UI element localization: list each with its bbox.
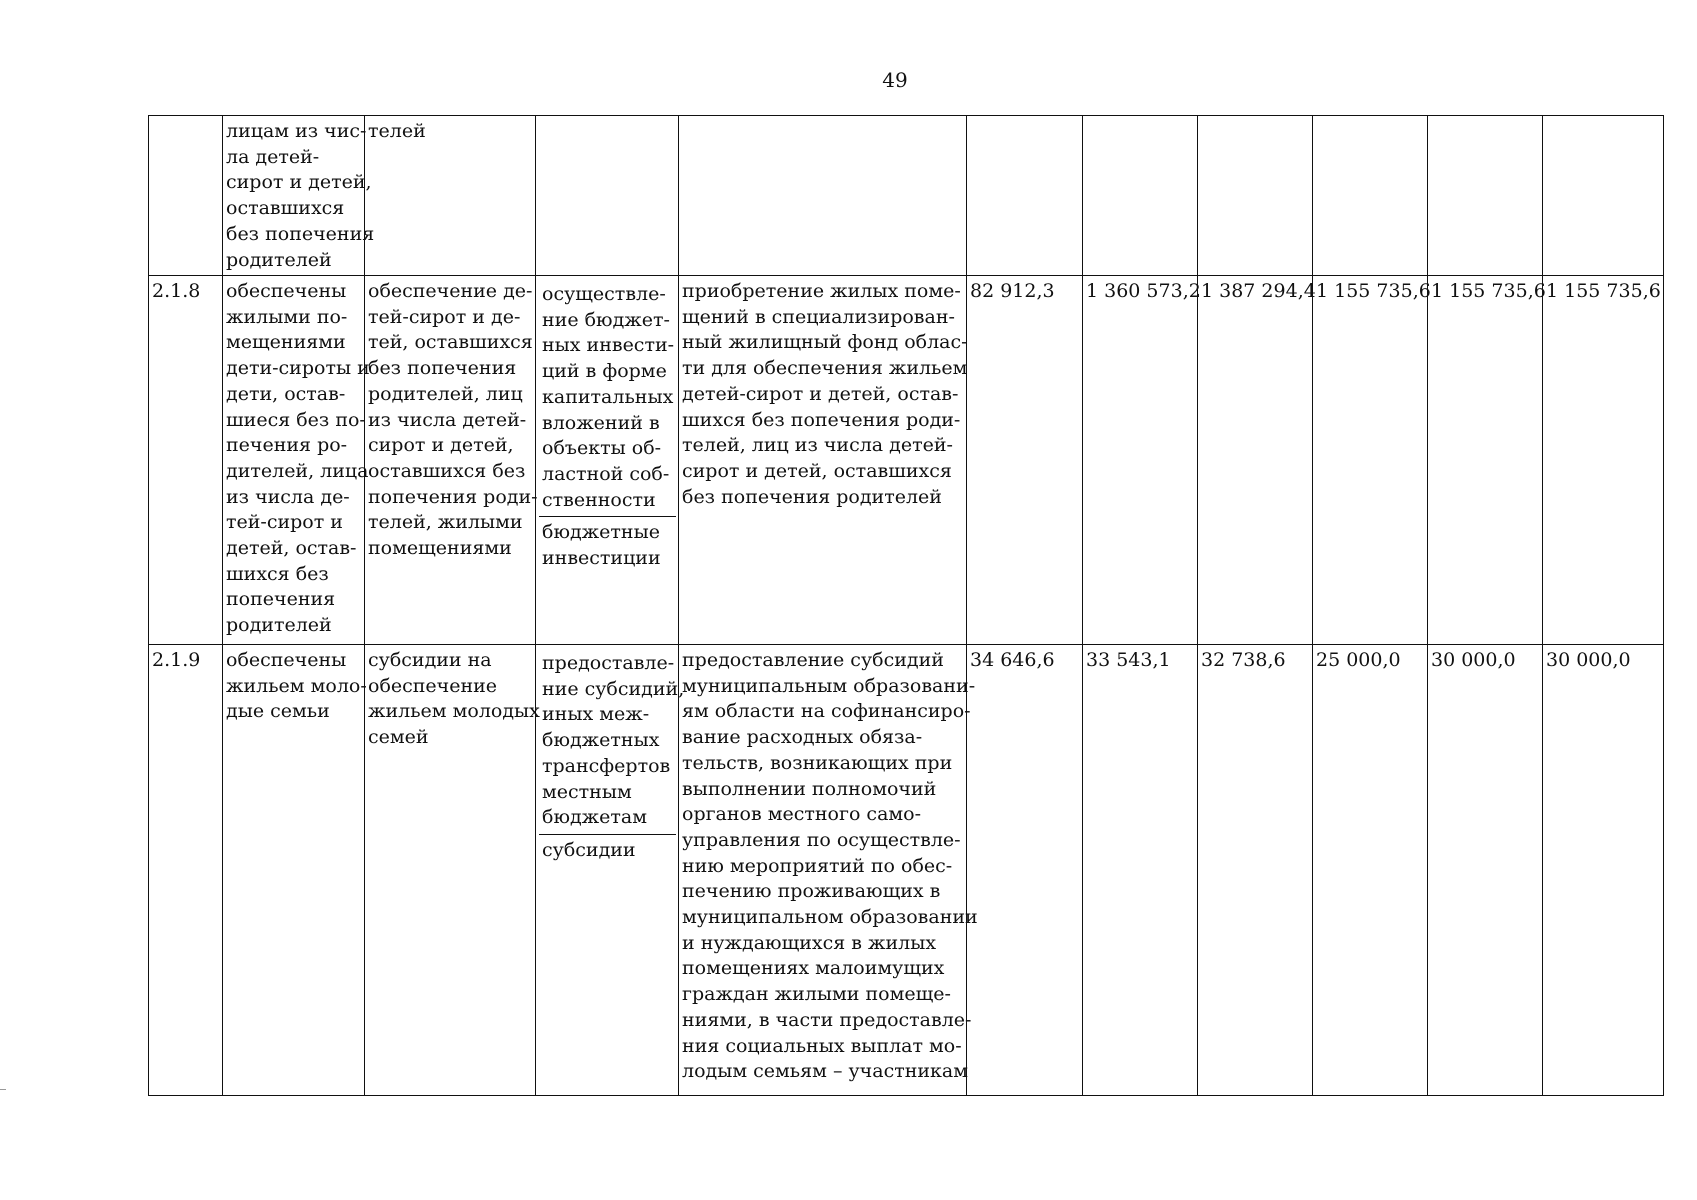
funding-value-cell xyxy=(967,116,1083,276)
measure-cell xyxy=(365,276,536,645)
expense-direction-cell xyxy=(536,645,685,1096)
funding-value-cell xyxy=(1428,116,1543,276)
measure-text-line: родителей, лиц xyxy=(368,382,523,405)
direction-type-line: бюджетные xyxy=(542,521,660,544)
description-text-line: ниями, в части предоставле- xyxy=(682,1008,972,1031)
funding-value-cell: 82 912,3 xyxy=(967,276,1083,645)
expense-direction-type xyxy=(539,835,676,864)
measure-text-line: помещениями xyxy=(368,537,512,560)
result-cell xyxy=(223,645,365,1096)
measure-cell xyxy=(365,645,540,1096)
direction-text-line: местным xyxy=(542,780,632,803)
result-text-line: попечения xyxy=(226,588,336,611)
description-text-line: ния социальных выплат мо- xyxy=(682,1034,962,1057)
result-text-line: дети, остав- xyxy=(226,382,346,405)
result-text-line: жильем моло- xyxy=(226,674,367,697)
result-text-line: ла детей- xyxy=(226,145,320,168)
direction-text-line: ние бюджет- xyxy=(542,308,670,331)
result-text-line: без попечения xyxy=(226,222,375,245)
result-text-line: лицам из чис- xyxy=(226,120,367,142)
description-text-line: предоставление субсидий xyxy=(682,649,944,671)
measure-text-line: из числа детей- xyxy=(368,408,527,431)
direction-text-line: ственности xyxy=(542,488,656,511)
result-text-line: сирот и детей, xyxy=(226,171,372,194)
funding-value-cell xyxy=(1083,116,1198,276)
measure-cell xyxy=(365,116,536,276)
expense-direction-cell xyxy=(536,276,679,645)
expense-direction-main xyxy=(539,279,676,517)
description-text-line: тельств, возникающих при xyxy=(682,751,953,774)
description-text-line: ям области на софинансиро- xyxy=(682,700,971,723)
result-text-line: тей-сирот и xyxy=(226,511,343,534)
direction-text-line: ных инвести- xyxy=(542,334,675,357)
measure-text-line: без попечения xyxy=(368,357,517,380)
direction-text-line: капитальных xyxy=(542,385,674,408)
description-text-line: муниципальном образовании xyxy=(682,906,978,929)
description-text-line: муниципальным образовани- xyxy=(682,674,976,697)
direction-text-line: вложений в xyxy=(542,411,660,434)
description-cell xyxy=(679,645,978,1096)
expense-direction-type xyxy=(539,517,676,571)
direction-text-line: ций в форме xyxy=(542,360,667,383)
description-text-line: щений в специализирован- xyxy=(682,305,955,328)
funding-value-cell: 30 000,0 xyxy=(1543,645,1664,1096)
description-text-line: лодым семьям – участникам xyxy=(682,1060,969,1083)
result-text-line: обеспечены xyxy=(226,649,347,671)
funding-value-cell xyxy=(1313,116,1428,276)
description-text-line: управления по осуществле- xyxy=(682,828,961,851)
funding-value-cell: 1 155 735,6 xyxy=(1313,276,1428,645)
scan-edge-mark xyxy=(0,1089,6,1090)
direction-text-line: объекты об- xyxy=(542,437,662,460)
program-measures-table xyxy=(148,115,1664,1096)
result-text-line: родителей xyxy=(226,248,332,271)
funding-value-cell: 33 543,1 xyxy=(1083,645,1198,1096)
funding-value-cell: 25 000,0 xyxy=(1313,645,1428,1096)
result-text-line: из числа де- xyxy=(226,485,350,508)
direction-text-line: предоставле- xyxy=(542,652,675,674)
measure-text-line: оставшихся без xyxy=(368,459,526,482)
result-text-line: дителей, лица xyxy=(226,459,369,482)
result-cell xyxy=(223,276,370,645)
funding-value-cell: 32 738,6 xyxy=(1198,645,1313,1096)
table-row xyxy=(149,276,1664,645)
result-text-line: шихся без xyxy=(226,562,329,585)
result-cell xyxy=(223,116,375,276)
direction-text-line: осуществле- xyxy=(542,283,666,305)
direction-type-line: инвестиции xyxy=(542,547,661,570)
result-text-line: жилыми по- xyxy=(226,305,348,328)
direction-text-line: бюджетам xyxy=(542,806,648,829)
row-number-cell xyxy=(149,116,223,276)
result-text-line: дети-сироты и xyxy=(226,357,370,380)
row-number-cell: 2.1.9 xyxy=(149,645,223,1096)
measure-text-line: телей xyxy=(368,120,426,142)
funding-value-cell: 1 387 294,4 xyxy=(1198,276,1313,645)
funding-value-cell: 1 360 573,2 xyxy=(1083,276,1198,645)
measure-text-line: попечения роди- xyxy=(368,485,538,508)
description-text-line: телей, лиц из числа детей- xyxy=(682,434,953,457)
expense-direction-cell xyxy=(536,116,679,276)
direction-type-line: субсидии xyxy=(542,838,636,861)
description-text-line: сирот и детей, оставшихся xyxy=(682,459,952,482)
measure-text-line: обеспечение де- xyxy=(368,280,533,302)
description-text-line: ный жилищный фонд облас- xyxy=(682,331,968,354)
result-text-line: родителей xyxy=(226,614,332,637)
description-text-line: вание расходных обяза- xyxy=(682,726,923,749)
page-number: 49 xyxy=(882,68,908,92)
measure-text-line: семей xyxy=(368,726,429,749)
funding-value-cell: 30 000,0 xyxy=(1428,645,1543,1096)
result-text-line: шиеся без по- xyxy=(226,408,366,431)
funding-value-cell: 34 646,6 xyxy=(967,645,1083,1096)
measure-text-line: тей, оставшихся xyxy=(368,331,533,354)
funding-value-cell: 1 155 735,6 xyxy=(1428,276,1543,645)
description-text-line: ти для обеспечения жильем xyxy=(682,357,968,380)
measure-text-line: тей-сирот и де- xyxy=(368,305,521,328)
measure-text-line: сирот и детей, xyxy=(368,434,514,457)
direction-text-line: бюджетных xyxy=(542,729,660,752)
result-text-line: оставшихся xyxy=(226,197,345,220)
funding-value-cell xyxy=(1198,116,1313,276)
direction-text-line: ластной соб- xyxy=(542,462,670,485)
measure-text-line: жильем молодых xyxy=(368,700,540,723)
direction-text-line: иных меж- xyxy=(542,703,650,726)
direction-text-line: трансфертов xyxy=(542,754,671,777)
description-text-line: шихся без попечения роди- xyxy=(682,408,961,431)
result-text-line: обеспечены xyxy=(226,280,347,302)
result-text-line: детей, остав- xyxy=(226,537,357,560)
expense-direction-main xyxy=(539,648,685,835)
result-text-line: мещениями xyxy=(226,331,346,354)
description-text-line: граждан жилыми помеще- xyxy=(682,983,951,1006)
description-text-line: без попечения родителей xyxy=(682,485,942,508)
description-text-line: печению проживающих в xyxy=(682,880,941,903)
funding-value-cell: 1 155 735,6 xyxy=(1543,276,1664,645)
measure-text-line: субсидии на xyxy=(368,649,492,671)
description-cell xyxy=(679,116,967,276)
result-text-line: печения ро- xyxy=(226,434,348,457)
table-row xyxy=(149,645,1664,1096)
funding-value-cell xyxy=(1543,116,1664,276)
measure-text-line: телей, жилыми xyxy=(368,511,523,534)
description-cell xyxy=(679,276,967,645)
row-number-cell: 2.1.8 xyxy=(149,276,223,645)
direction-text-line: ние субсидий, xyxy=(542,677,685,700)
description-text-line: помещениях малоимущих xyxy=(682,957,945,980)
description-text-line: органов местного само- xyxy=(682,803,922,826)
measure-text-line: обеспечение xyxy=(368,674,498,697)
table-body xyxy=(149,116,1664,1096)
table-row xyxy=(149,116,1664,276)
description-text-line: выполнении полномочий xyxy=(682,777,937,800)
description-text-line: детей-сирот и детей, остав- xyxy=(682,382,959,405)
description-text-line: и нуждающихся в жилых xyxy=(682,931,937,954)
description-text-line: приобретение жилых поме- xyxy=(682,280,961,302)
description-text-line: нию мероприятий по обес- xyxy=(682,854,953,877)
result-text-line: дые семьи xyxy=(226,700,330,723)
